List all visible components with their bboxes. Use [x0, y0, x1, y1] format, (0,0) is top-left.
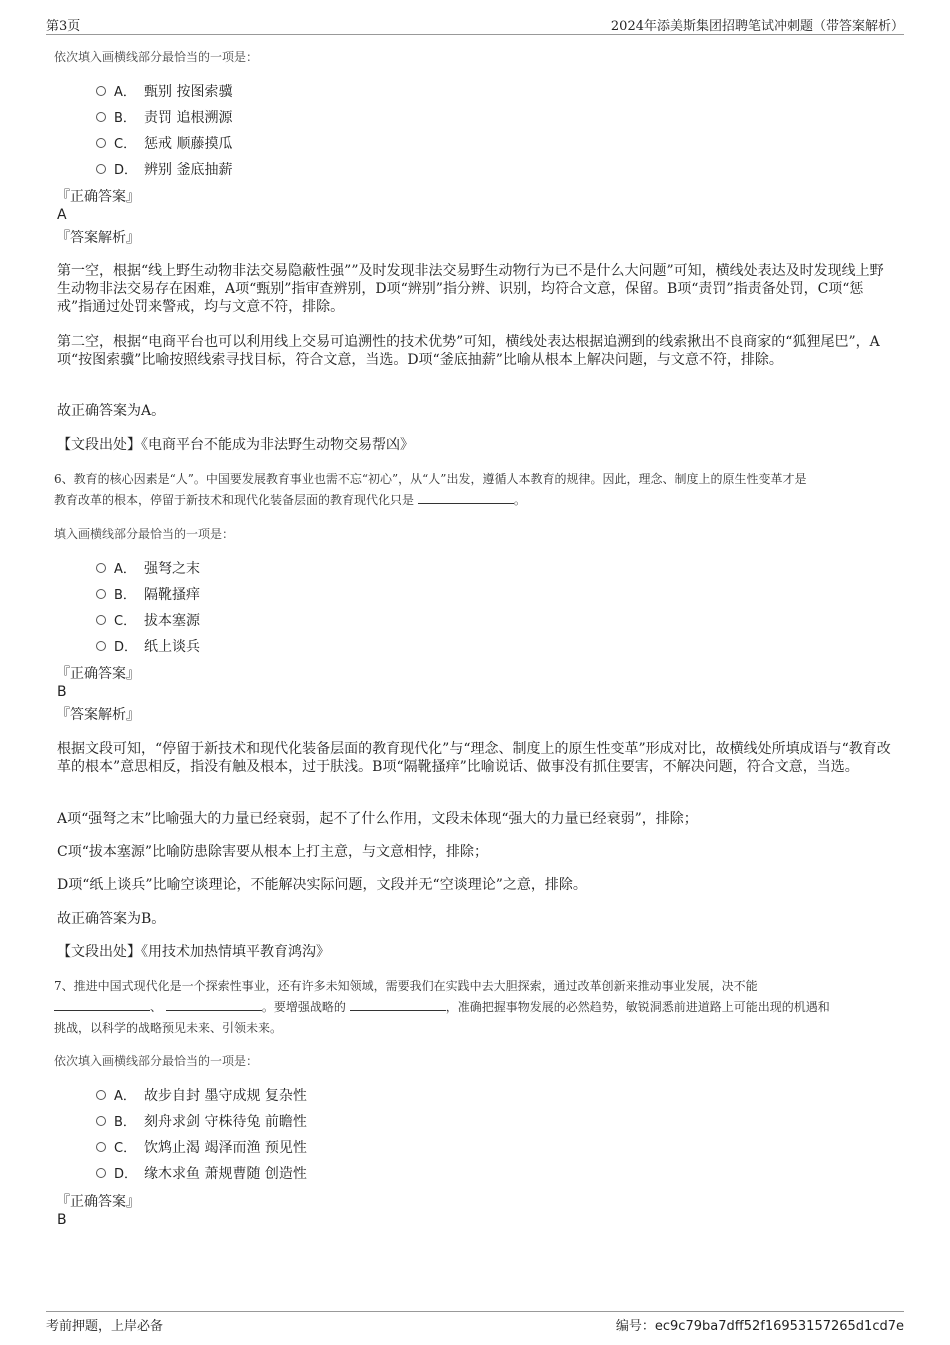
document-code: 编号：ec9c79ba7dff52f16953157265d1cd7e: [615, 1319, 904, 1334]
q5-option-d[interactable]: D． 辨别 釜底抽薪: [96, 159, 232, 181]
answer-blank: [418, 491, 514, 504]
q5-answer: A: [57, 207, 67, 223]
q7-answer-label: 『正确答案』: [56, 1194, 140, 1210]
q7-option-c[interactable]: C． 饮鸩止渴 竭泽而渔 预见性: [96, 1137, 307, 1159]
answer-blank-2: [166, 998, 262, 1011]
radio-icon[interactable]: [96, 1168, 106, 1178]
radio-icon[interactable]: [96, 138, 106, 148]
q6-option-d[interactable]: D． 纸上谈兵: [96, 636, 200, 658]
radio-icon[interactable]: [96, 1142, 106, 1152]
page-footer: [46, 1311, 904, 1340]
q6-answer: B: [57, 684, 67, 700]
q6-analysis-para-4: D项“纸上谈兵”比喻空谈理论，不能解决实际问题，文段并无“空谈理论”之意，排除。: [57, 877, 587, 893]
radio-icon[interactable]: [96, 563, 106, 573]
radio-icon[interactable]: [96, 589, 106, 599]
radio-icon[interactable]: [96, 615, 106, 625]
q7-option-b[interactable]: B． 刻舟求剑 守株待兔 前瞻性: [96, 1111, 307, 1133]
q6-stem-line-1: 6、教育的核心因素是“人”。中国要发展教育事业也需不忘“初心”，从“人”出发，遵循人本教育的规律。因此，理念、制度上的原生性变革才是: [54, 472, 807, 486]
answer-blank-3: [350, 998, 446, 1011]
radio-icon[interactable]: [96, 1090, 106, 1100]
q5-prompt: 依次填入画横线部分最恰当的一项是：: [54, 50, 259, 64]
q7-stem-line-3: 挑战，以科学的战略预见未来、引领未来。: [54, 1021, 283, 1035]
q7-option-a[interactable]: A． 故步自封 墨守成规 复杂性: [96, 1085, 307, 1107]
radio-icon[interactable]: [96, 164, 106, 174]
radio-icon[interactable]: [96, 1116, 106, 1126]
q5-option-a[interactable]: A． 甄别 按图索骥: [96, 81, 232, 103]
q6-analysis-para-1: 根据文段可知，“停留于新技术和现代化装备层面的教育现代化”与“理念、制度上的原生性变革”形成对比，故横线处所填成语与“教育改革的根本”意思相反，指没有触及根本，过于肤浅。B项“隔靴搔痒”比喻说话、做事没有抓住要害，不解决问题，符合文意，当选。: [57, 741, 891, 775]
q5-source: 【文段出处】《电商平台不能成为非法野生动物交易帮凶》: [57, 437, 414, 453]
q6-option-b[interactable]: B． 隔靴搔痒: [96, 584, 200, 606]
radio-icon[interactable]: [96, 641, 106, 651]
q5-analysis-para-2: 第二空，根据“电商平台也可以利用线上交易可追溯性的技术优势”可知，横线处表达根据追溯到的线索揪出不良商家的“狐狸尾巴”，A项“按图索骥”比喻按照线索寻找目标，符合文意，当选。D项“釜底抽薪”比喻从根本上解决问题，与文意不符，排除。: [57, 334, 880, 368]
q5-option-c[interactable]: C． 惩戒 顺藤摸瓜: [96, 133, 232, 155]
q6-analysis-para-5: 故正确答案为B。: [57, 911, 166, 927]
q7-stem-line-2: 、 。要增强战略的 ，准确把握事物发展的必然趋势，敏锐洞悉前进道路上可能出现的机遇和: [54, 997, 904, 1018]
q5-analysis-label: 『答案解析』: [56, 230, 140, 246]
q7-option-d[interactable]: D． 缘木求鱼 萧规曹随 创造性: [96, 1163, 307, 1185]
q6-option-a[interactable]: A． 强弩之末: [96, 558, 200, 580]
q5-analysis-para-1: 第一空，根据“线上野生动物非法交易隐蔽性强””及时发现非法交易野生动物行为已不是什么大问题”可知，横线处表达及时发现线上野生动物非法交易存在困难，A项“甄别”指审查辨别，D项“辨别”指分辨、识别，均符合文意，保留。B项“责罚”指责备处罚，C项“惩戒”指通过处罚来警戒，均与文意不符，排除。: [57, 263, 884, 315]
q6-prompt: 填入画横线部分最恰当的一项是：: [54, 527, 235, 541]
radio-icon[interactable]: [96, 112, 106, 122]
radio-icon[interactable]: [96, 86, 106, 96]
q6-analysis-label: 『答案解析』: [56, 707, 140, 723]
page-header: [46, 14, 904, 35]
q5-answer-label: 『正确答案』: [56, 189, 140, 205]
q6-source: 【文段出处】《用技术加热情填平教育鸿沟》: [57, 944, 330, 960]
q7-stem: [54, 976, 904, 1039]
q6-stem: [54, 469, 904, 511]
q6-answer-label: 『正确答案』: [56, 666, 140, 682]
q7-prompt: 依次填入画横线部分最恰当的一项是：: [54, 1054, 259, 1068]
q7-stem-line-1: 7、推进中国式现代化是一个探索性事业，还有许多未知领域，需要我们在实践中去大胆探索，通过改革创新来推动事业发展，决不能: [54, 979, 758, 993]
document-title: 2024年添美斯集团招聘笔试冲刺题（带答案解析）: [610, 19, 904, 34]
q7-answer: B: [57, 1212, 67, 1228]
footer-slogan: 考前押题，上岸必备: [46, 1319, 164, 1334]
q6-stem-line-2: 教育改革的根本，停留于新技术和现代化装备层面的教育现代化只是 。: [54, 493, 526, 507]
q5-option-b[interactable]: B． 责罚 追根溯源: [96, 107, 232, 129]
q6-option-c[interactable]: C． 拔本塞源: [96, 610, 200, 632]
q6-analysis-para-2: A项“强弩之末”比喻强大的力量已经衰弱，起不了什么作用，文段未体现“强大的力量已经衰弱”，排除；: [57, 811, 698, 827]
q6-analysis-para-3: C项“拔本塞源”比喻防患除害要从根本上打主意，与文意相悖，排除；: [57, 844, 489, 860]
answer-blank-1: [54, 998, 150, 1011]
page-number: 第3页: [46, 19, 81, 34]
q5-analysis-para-3: 故正确答案为A。: [57, 403, 166, 419]
